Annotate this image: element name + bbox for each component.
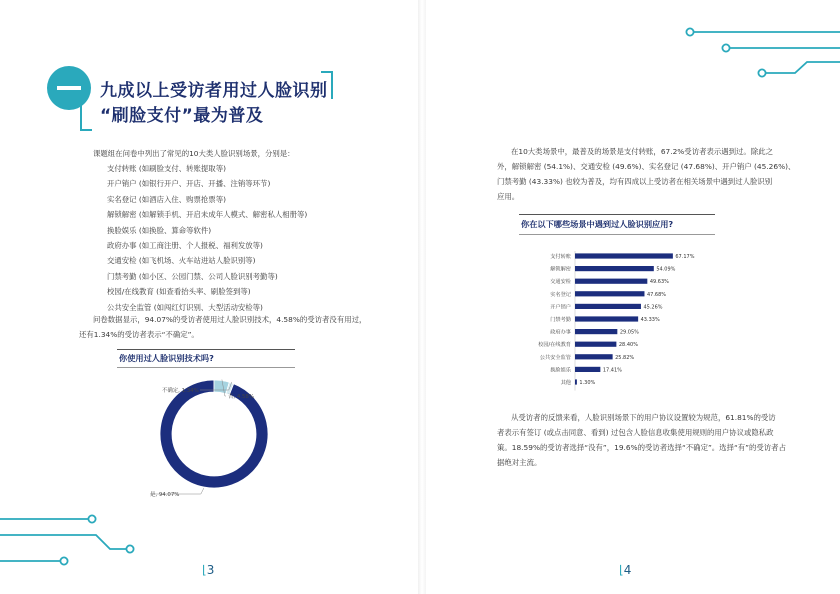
bar-value-label: 17.41% [602, 367, 622, 374]
circuit-node [722, 44, 729, 51]
bar-换脸娱乐 [575, 367, 600, 372]
page-number-left [202, 563, 214, 577]
circuit-line [766, 62, 840, 73]
bar-category-label: 政府办事 [550, 329, 571, 336]
bar-category-label: 交通安检 [550, 279, 571, 286]
bar-category-label: 其他 [560, 380, 571, 386]
bar-value-label: 47.68% [646, 291, 667, 298]
bar-交通安检 [575, 279, 647, 284]
bar-value-label: 1.30% [579, 380, 596, 386]
bar-其他 [575, 379, 577, 384]
circuit-node [758, 69, 765, 76]
chart-top-rule [117, 349, 295, 350]
bar-开户销户 [575, 304, 641, 309]
circuit-node [126, 545, 133, 552]
bar-category-label: 实名登记 [550, 291, 571, 298]
right-paragraph-1-line-2: 外，解锁解密 (54.1%)、交通安检 (49.6%)、实名登记 (47.68%)、开户销户 (45.26%)、 [497, 162, 796, 171]
result-text-line-1: 问卷数据显示，94.07%的受访者使用过人脸识别技术，4.58%的受访者没有用过， [93, 315, 367, 324]
donut-chart-title: 你使用过人脸识别技术吗? [119, 353, 214, 363]
list-item: 解锁解密 (如解锁手机、开启未成年人模式、解密私人相册等) [107, 210, 308, 220]
circuit-node [88, 515, 95, 522]
bar-category-label: 换脸娱乐 [550, 367, 571, 374]
circuit-node [686, 28, 693, 35]
bar-value-label: 25.82% [615, 354, 635, 361]
right-paragraph-1-line-3: 门禁考勤 (43.33%) 也较为普及，均有四成以上受访者在相关场景中遇到过人脸识别 [497, 177, 773, 186]
donut-label-是: 是, 94.07% [150, 492, 180, 498]
bar-category-label: 公共安全监管 [539, 354, 571, 361]
intro-text: 课题组在问卷中列出了常见的10大类人脸识别场景，分别是： [93, 149, 295, 158]
list-item: 校园/在线教育 (如查看抬头率、刷脸签到等) [107, 287, 251, 297]
right-paragraph-2-line-4: 据绝对主流。 [497, 458, 542, 467]
bar-chart-title: 你在以下哪些场景中遇到过人脸识别应用? [521, 219, 674, 229]
chart-title-rule [519, 234, 715, 235]
bar-category-label: 门禁考勤 [550, 317, 571, 323]
circuit-line [0, 535, 126, 549]
chart-title-rule [117, 367, 295, 368]
right-paragraph-2-line-1: 从受访者的反馈来看，人脸识别场景下的用户协议设置较为规范，61.81%的受访 [511, 413, 776, 422]
bar-解锁解密 [575, 266, 654, 271]
bar-category-label: 解锁解密 [550, 266, 571, 273]
donut-chart [100, 372, 300, 500]
bar-value-label: 49.63% [649, 279, 669, 286]
chart-top-rule [519, 214, 715, 215]
bar-value-label: 29.05% [619, 329, 639, 336]
bar-category-label: 支付转账 [550, 254, 571, 260]
bar-实名登记 [575, 291, 644, 296]
bar-value-label: 28.40% [618, 342, 638, 349]
list-item: 实名登记 (如酒店入住、购票抢票等) [107, 194, 226, 204]
list-item: 支付转账 (如刷脸支付、转账提取等) [107, 164, 226, 173]
page-title-line-1: 九成以上受访者用过人脸识别 [100, 81, 328, 101]
list-item: 交通安检 (如飞机场、火车站进站人脸识别等) [107, 256, 256, 266]
list-item: 公共安全监管 (如闯红灯识别、大型活动安检等) [107, 302, 263, 312]
bar-value-label: 67.17% [675, 254, 695, 260]
page-number-value: 3 [206, 563, 215, 577]
bar-value-label: 43.33% [640, 317, 660, 323]
scene-list [107, 163, 307, 317]
donut-label-不确定: 不确定, 1.34% [162, 388, 199, 394]
list-item: 开户销户 (如银行开户、开店、开播、注销等环节) [107, 179, 271, 189]
donut-label-否: 否, 4.58% [228, 394, 254, 400]
right-paragraph-2-line-2: 者表示有签订 (或点击同意、看到) 过包含人脸信息收集使用规则的用户协议或隐私政 [497, 428, 774, 437]
title-bracket-right [321, 71, 333, 99]
bar-门禁考勤 [575, 316, 638, 321]
page-number-value: 4 [623, 563, 632, 577]
bar-校园/在线教育 [575, 342, 616, 347]
page-number-right [619, 563, 631, 577]
right-paragraph-2-line-3: 策。18.59%的受访者选择“没有”，19.6%的受访者选择“不确定”。选择“有”的受访者占 [497, 443, 786, 452]
bar-category-label: 开户销户 [550, 304, 571, 311]
bar-value-label: 45.26% [643, 304, 663, 311]
page-number-bracket: ⌊ [619, 563, 624, 577]
title-bracket-left [80, 103, 92, 131]
bar-政府办事 [575, 329, 617, 334]
list-item: 换脸娱乐 (如换脸、算命等软件) [107, 225, 212, 235]
bar-支付转账 [575, 253, 673, 258]
list-item: 政府办事 (如工商注册、个人报税、福利发放等) [107, 240, 263, 250]
bar-category-label: 校园/在线教育 [538, 342, 571, 349]
result-text-line-2: 还有1.34%的受访者表示“不确定”。 [79, 330, 199, 339]
right-paragraph-1-line-1: 在10大类场景中，最普及的场景是支付转账，67.2%受访者表示遇到过。除此之 [511, 147, 773, 156]
circuit-node [60, 557, 67, 564]
page-title-line-2: “刷脸支付”最为普及 [100, 106, 264, 126]
bar-value-label: 54.09% [656, 266, 676, 273]
bar-chart [519, 250, 715, 402]
badge-dash [57, 86, 81, 90]
bar-公共安全监管 [575, 354, 613, 359]
page-number-bracket: ⌊ [202, 563, 207, 577]
list-item: 门禁考勤 (如小区、公园门禁、公司人脸识别考勤等) [107, 271, 278, 281]
right-paragraph-1-line-4: 应用。 [497, 192, 520, 201]
